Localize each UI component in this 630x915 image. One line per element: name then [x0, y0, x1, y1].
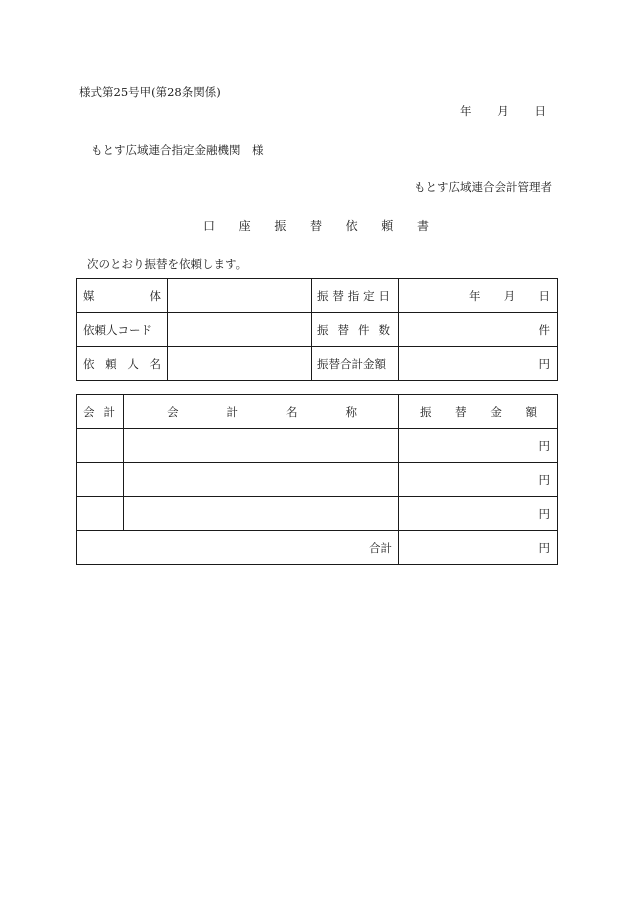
- account-name-cell[interactable]: [124, 497, 399, 531]
- amount-cell[interactable]: 円: [399, 497, 558, 531]
- table-header-row: [77, 395, 558, 429]
- sender: もとす広域連合会計管理者: [414, 180, 552, 194]
- table-row: [77, 497, 558, 531]
- table-row: [77, 463, 558, 497]
- addressee: もとす広域連合指定金融機関 様: [91, 143, 264, 157]
- account-cell[interactable]: [77, 429, 124, 463]
- account-name-cell[interactable]: [124, 463, 399, 497]
- title-char: 依: [345, 219, 358, 233]
- title-char: 頼: [381, 219, 394, 233]
- medium-label: 媒 体: [77, 279, 168, 313]
- account-name-cell[interactable]: [124, 429, 399, 463]
- requester-code-field[interactable]: [168, 313, 312, 347]
- table-row: [77, 279, 558, 313]
- year-label: 年: [460, 104, 472, 118]
- day-label: 日: [534, 104, 546, 118]
- form-id: 様式第25号甲(第28条関係): [79, 85, 221, 99]
- total-label: 合計: [77, 531, 399, 565]
- issue-date: [460, 103, 546, 119]
- table-row: [77, 313, 558, 347]
- requester-name-field[interactable]: [168, 347, 312, 381]
- transfer-total-label: 振替合計金額: [312, 347, 399, 381]
- header-account: 会 計: [77, 395, 124, 429]
- header-account-name: 会 計 名 称: [124, 395, 399, 429]
- requester-code-label: 依頼人コード: [77, 313, 168, 347]
- transfer-date-field[interactable]: 年 月 日: [399, 279, 558, 313]
- title-char: 口: [203, 219, 216, 233]
- medium-field[interactable]: [168, 279, 312, 313]
- account-cell[interactable]: [77, 463, 124, 497]
- total-amount-cell[interactable]: 円: [399, 531, 558, 565]
- transfer-total-field[interactable]: 円: [399, 347, 558, 381]
- account-cell[interactable]: [77, 497, 124, 531]
- table-row: [77, 429, 558, 463]
- amount-cell[interactable]: 円: [399, 463, 558, 497]
- requester-name-label: 依 頼 人 名: [77, 347, 168, 381]
- transfer-count-field[interactable]: 件: [399, 313, 558, 347]
- account-table: [76, 394, 558, 565]
- header-transfer-amount: 振 替 金 額: [399, 395, 558, 429]
- table-row: [77, 347, 558, 381]
- title-char: 座: [238, 219, 251, 233]
- title-char: 振: [274, 219, 287, 233]
- title-char: 書: [416, 219, 429, 233]
- transfer-count-label: 振 替 件 数: [312, 313, 399, 347]
- document-title: [203, 217, 429, 234]
- total-row: [77, 531, 558, 565]
- title-char: 替: [309, 219, 322, 233]
- intro-text: 次のとおり振替を依頼します。: [87, 257, 248, 271]
- transfer-info-table: [76, 278, 558, 381]
- transfer-date-label: 振 替 指 定 日: [312, 279, 399, 313]
- amount-cell[interactable]: 円: [399, 429, 558, 463]
- month-label: 月: [497, 104, 509, 118]
